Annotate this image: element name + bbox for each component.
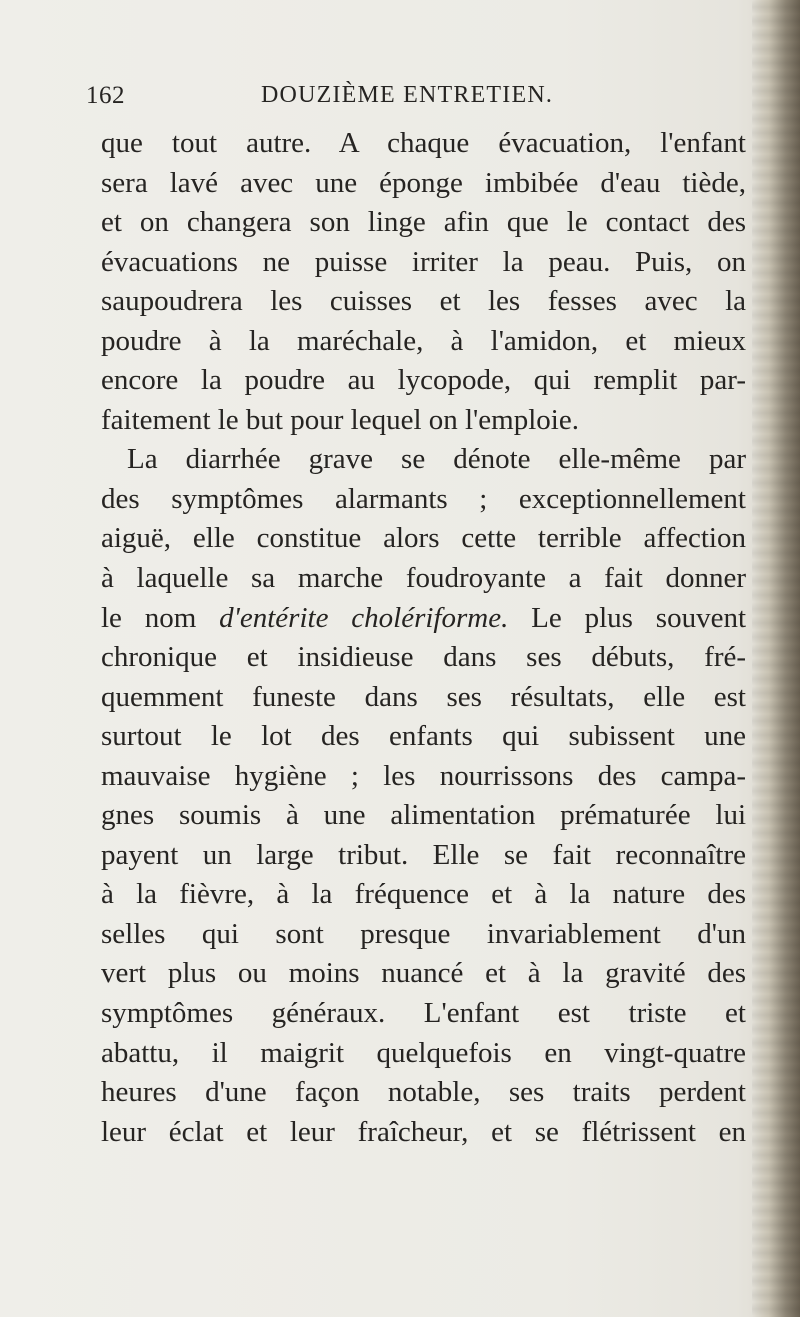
body-text xyxy=(101,124,746,1152)
text-line: gnes soumis à une alimentation prématurée lui xyxy=(101,799,746,832)
text-line: poudre à la maréchale, à l'amidon, et mieux xyxy=(101,324,746,357)
text-line: saupoudrera les cuisses et les fesses avec la xyxy=(101,285,746,318)
text-line: que tout autre. A chaque évacuation, l'enfant xyxy=(101,127,746,159)
text-line: leur éclat et leur fraîcheur, et se flétrissent en xyxy=(101,1115,746,1148)
text-line-content: La diarrhée grave se dénote elle-même par xyxy=(127,443,746,476)
text-segment: Le plus souvent xyxy=(508,601,746,634)
text-line: à la fièvre, à la fréquence et à la nature des xyxy=(101,878,746,911)
chapter-heading: DOUZIÈME ENTRETIEN. xyxy=(261,82,554,108)
text-line: faitement le but pour lequel on l'emploie. xyxy=(101,403,579,436)
text-line: à laquelle sa marche foudroyante a fait donner xyxy=(101,562,746,595)
running-head xyxy=(86,82,766,116)
page-number: 162 xyxy=(86,82,125,109)
text-line: heures d'une façon notable, ses traits perdent xyxy=(101,1076,746,1109)
text-line: mauvaise hygiène ; les nourrissons des campa- xyxy=(101,759,746,792)
text-line: aiguë, elle constitue alors cette terrible affection xyxy=(101,522,746,555)
text-line: payent un large tribut. Elle se fait reconnaître xyxy=(101,838,746,871)
text-line: abattu, il maigrit quelquefois en vingt-quatre xyxy=(101,1036,746,1069)
text-line: selles qui sont presque invariablement d'un xyxy=(101,917,746,950)
text-line: vert plus ou moins nuancé et à la gravité des xyxy=(101,957,746,990)
text-line: des symptômes alarmants ; exceptionnellement xyxy=(101,482,746,515)
text-segment: le nom xyxy=(101,601,220,634)
text-line: encore la poudre au lycopode, qui remplit par- xyxy=(101,364,746,397)
page-binding-edge xyxy=(752,0,800,1317)
text-line: évacuations ne puisse irriter la peau. Puis, on xyxy=(101,245,746,278)
text-line: quemment funeste dans ses résultats, elle est xyxy=(101,680,746,713)
text-line-with-italic xyxy=(101,599,746,639)
text-line: et on changera son linge afin que le contact des xyxy=(101,206,746,239)
text-line-paragraph-start xyxy=(101,440,746,480)
text-line: chronique et insidieuse dans ses débuts, fré- xyxy=(101,641,746,674)
text-line: sera lavé avec une éponge imbibée d'eau tiède, xyxy=(101,166,746,199)
italic-term: d'entérite cholériforme. xyxy=(219,601,509,634)
text-line: surtout le lot des enfants qui subissent une xyxy=(101,720,746,753)
text-line: symptômes généraux. L'enfant est triste et xyxy=(101,997,746,1030)
